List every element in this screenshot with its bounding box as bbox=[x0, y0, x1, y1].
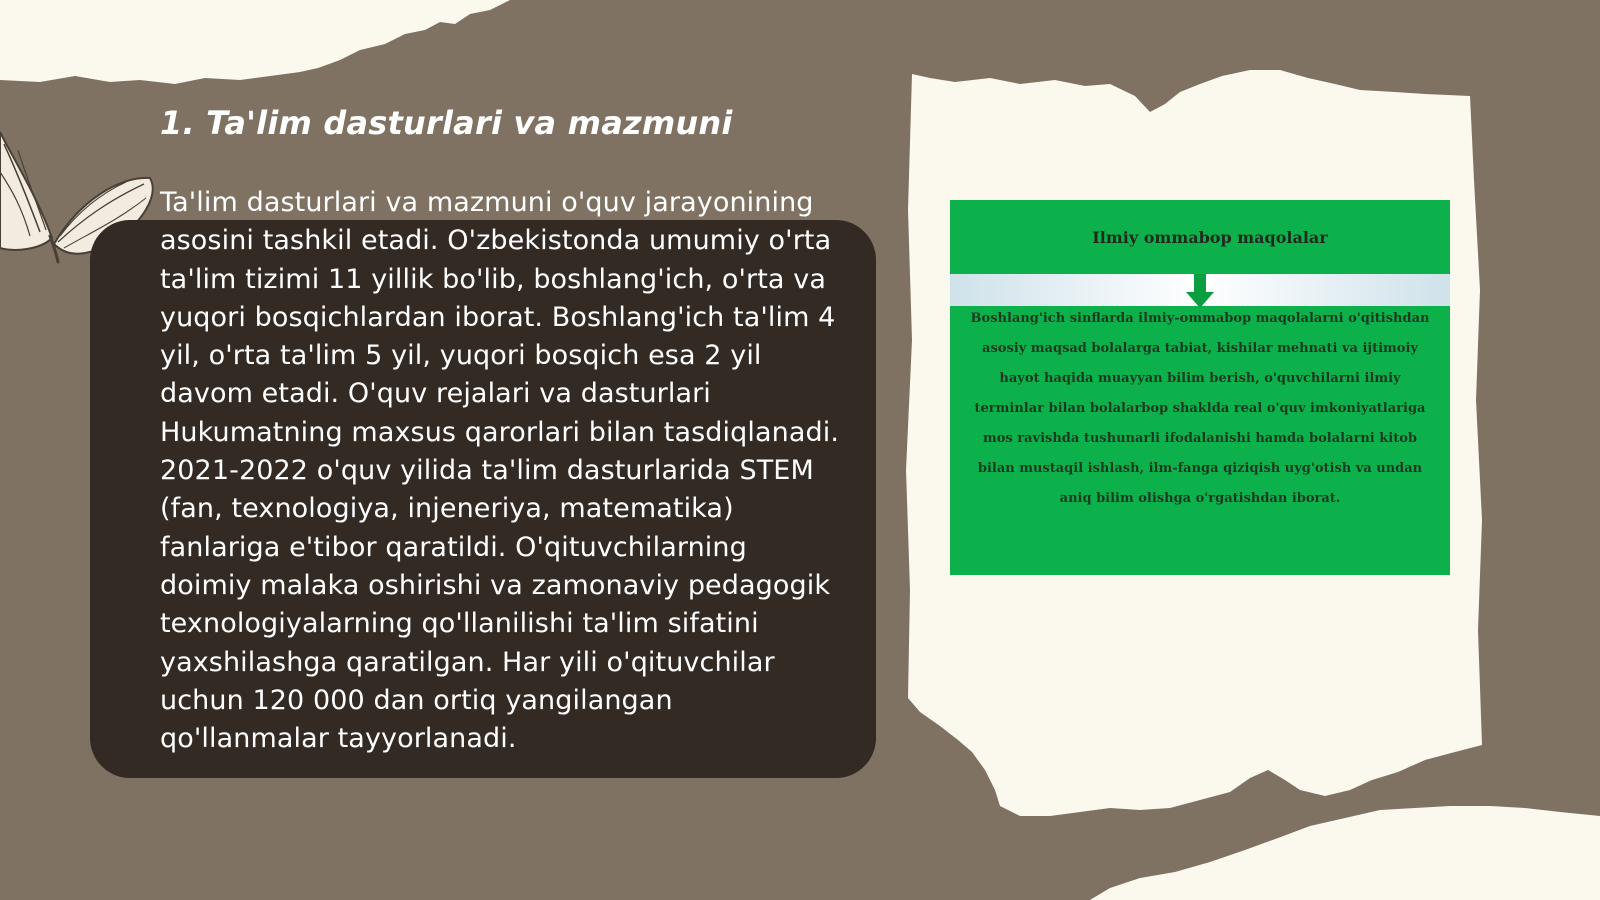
info-card bbox=[950, 200, 1450, 575]
arrow-down-icon bbox=[1186, 274, 1214, 308]
card-text: Boshlang'ich sinflarda ilmiy-ommabop maqolalarni o'qitishdan asosiy maqsad bolalarga tabiat, kishilar mehnati va ijtimoiy hayot haqida muayyan bilim berish, o'quvchilarni ilmiy terminlar bilan bolalarbop shaklda real o'quv imkoniyatlariga mos ravishda tushunarli ifodalanishi hamda bolalarni kitob bilan mustaqil ishlash, ilm-fanga qiziqish uyg'otish va undan aniq bilim olishga o'rgatishdan iborat. bbox=[970, 311, 1430, 506]
card-title: Ilmiy ommabop maqolalar bbox=[1092, 228, 1328, 247]
slide-title: 1. Ta'lim dasturlari va mazmuni bbox=[160, 104, 733, 142]
body-text: Ta'lim dasturlari va mazmuni o'quv jarayonining asosini tashkil etadi. O'zbekistonda umumiy o'rta ta'lim tizimi 11 yillik bo'lib, boshlang'ich, o'rta va yuqori bosqichlardan iborat. Boshlang'ich ta'lim 4 yil, o'rta ta'lim 5 yil, yuqori bosqich esa 2 yil davom etadi. O'quv rejalari va dasturlari Hukumatning maxsus qarorlari bilan tasdiqlanadi. 2021-2022 o'quv yilida ta'lim dasturlarida STEM (fan, texnologiya, injeneriya, matematika) fanlariga e'tibor qaratildi. O'qituvchilarning doimiy malaka oshirishi va zamonaviy pedagogik texnologiyalarning qo'llanilishi ta'lim sifatini yaxshilashga qaratilgan. Har yili o'qituvchilar uchun 120 000 dan ortiq yangilangan qo'llanmalar tayyorlanadi. bbox=[160, 187, 839, 755]
